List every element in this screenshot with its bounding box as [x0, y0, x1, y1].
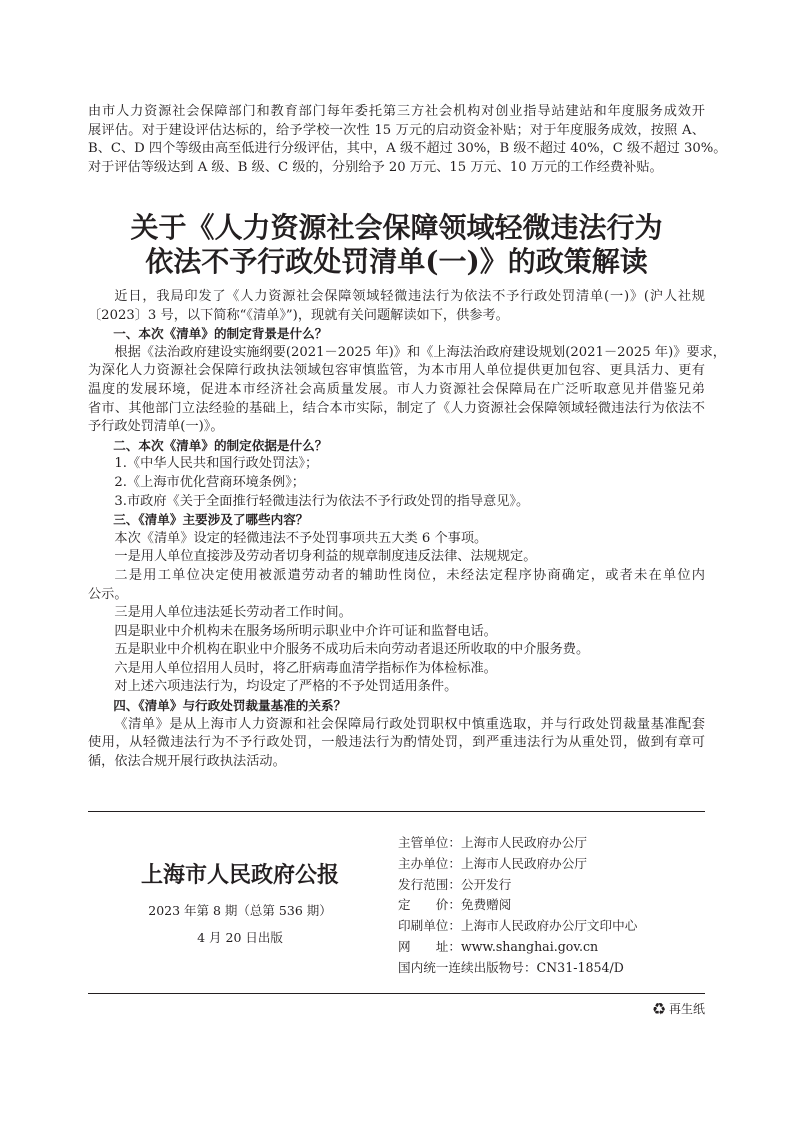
paragraph — [88, 641, 705, 660]
text-line: 〔2023〕3 号，以下简称“《清单》”)，现就有关问题解读如下，供参考。 — [88, 307, 509, 323]
info-price: 定 价：免费赠阅 — [398, 897, 512, 913]
article-body — [88, 288, 726, 771]
text-line: 予行政处罚清单(一)》。 — [88, 419, 224, 435]
publication-issue: 2023 年第 8 期（总第 536 期） — [148, 903, 332, 918]
text-line: 三、《清单》主要涉及了哪些内容？ — [113, 512, 309, 528]
footer-bottom-divider — [88, 993, 705, 994]
text-line: 1.《中华人民共和国行政处罚法》； — [114, 456, 319, 472]
paragraph — [88, 103, 727, 177]
text-line: 五是职业中介机构在职业中介服务不成功后未向劳动者退还所收取的中介服务费。 — [114, 642, 590, 658]
text-line: 省市、其他部门立法经验的基础上，结合本市实际，制定了《人力资源社会保障领域轻微违法行为依法不 — [88, 400, 705, 416]
info-serial-number: 国内统一连续出版物号：CN31-1854/D — [398, 959, 624, 975]
paragraph — [88, 493, 705, 512]
info-supervisor: 主管单位：上海市人民政府办公厅 — [398, 835, 587, 850]
intro-paragraph — [88, 103, 727, 177]
info-distribution: 发行范围：公开发行 — [398, 876, 512, 892]
paragraph — [88, 344, 726, 437]
text-line: 2.《上海市优化营商环境条例》； — [114, 474, 305, 490]
text-line: 使用，从轻微违法行为不予行政处罚，一般违法行为酌情处罚，到严重违法行为从重处罚，做到有章可 — [88, 735, 705, 751]
paragraph — [88, 660, 705, 679]
text-line: 3.市政府《关于全面推行轻微违法行为依法不予行政处罚的指导意见》。 — [114, 493, 530, 509]
text-line: B、C、D 四个等级由高至低进行分级评估，其中，A 级不超过 30%，B 级不超过 40%，C 级不超过 30%。 — [88, 141, 727, 157]
section-heading — [88, 511, 705, 530]
paragraph — [88, 678, 705, 697]
text-line: 对上述六项违法行为，均设定了严格的不予处罚适用条件。 — [114, 679, 458, 695]
text-line: 对于评估等级达到 A 级、B 级、C 级的，分别给予 20 万元、15 万元、10 万元的工作经费补贴。 — [88, 159, 663, 175]
text-line: 为深化人力资源社会保障行政执法领域包容审慎监管，为本市用人单位提供更加包容、更具活力、更有 — [88, 363, 705, 379]
text-line: 《清单》是从上海市人力资源和社会保障局行政处罚职权中慎重选取，并与行政处罚裁量基准配套 — [114, 716, 705, 732]
paragraph — [88, 455, 705, 474]
info-website[interactable]: 网 址：www.shanghai.gov.cn — [398, 938, 599, 954]
text-line: 二、本次《清单》的制定依据是什么？ — [113, 437, 328, 453]
text-line: 公示。 — [88, 586, 128, 602]
section-heading — [88, 697, 705, 716]
text-line: 四是职业中介机构未在服务场所明示职业中介许可证和监督电话。 — [114, 623, 497, 639]
article-title — [88, 211, 705, 279]
paragraph — [88, 567, 705, 604]
text-line: 四、《清单》与行政处罚裁量基准的关系？ — [113, 698, 347, 714]
paragraph — [88, 623, 705, 642]
text-line: 三是用人单位违法延长劳动者工作时间。 — [114, 605, 352, 621]
section-heading — [88, 325, 705, 344]
paragraph — [88, 288, 705, 325]
text-line: 温度的发展环境，促进本市经济社会高质量发展。市人力资源社会保障局在广泛听取意见并借鉴兄弟 — [88, 381, 705, 397]
text-line: 本次《清单》设定的轻微违法不予处罚事项共五大类 6 个事项。 — [114, 530, 488, 546]
paragraph — [88, 474, 705, 493]
publication-name: 上海市人民政府公报 — [140, 862, 339, 888]
paragraph — [88, 548, 705, 567]
recycle-icon: ♻ — [653, 1002, 666, 1016]
paragraph — [88, 604, 705, 623]
text-line: 循，依法合规开展行政执法活动。 — [88, 753, 286, 769]
publication-date: 4 月 20 日出版 — [197, 930, 283, 945]
paragraph — [88, 716, 705, 772]
recycle-label: 再生纸 — [668, 1002, 705, 1016]
text-line: 展评估。对于建设评估达标的，给予学校一次性 15 万元的启动资金补贴；对于年度服务成效，按照 A、 — [88, 122, 705, 138]
text-line: 一是用人单位直接涉及劳动者切身利益的规章制度违反法律、法规规定。 — [114, 549, 537, 565]
text-line: 近日，我局印发了《人力资源社会保障领域轻微违法行为依法不予行政处罚清单(一)》(沪人社规 — [114, 289, 705, 304]
text-line: 一、本次《清单》的制定背景是什么？ — [113, 326, 328, 342]
text-line: 由市人力资源社会保障部门和教育部门每年委托第三方社会机构对创业指导站建站和年度服务成效开 — [88, 104, 705, 119]
recycled-paper-mark — [653, 1000, 705, 1017]
article-title-line-2: 依法不予行政处罚清单(一)》的政策解读 — [145, 245, 648, 278]
text-line: 六是用人单位招用人员时，将乙肝病毒血清学指标作为体检标准。 — [114, 660, 497, 676]
text-line: 二是用工单位决定使用被派遣劳动者的辅助性岗位，未经法定程序协商确定，或者未在单位内 — [114, 567, 705, 583]
info-sponsor: 主办单位：上海市人民政府办公厅 — [398, 855, 587, 871]
article-title-line-1: 关于《人力资源社会保障领域轻微违法行为 — [130, 211, 663, 244]
info-printer: 印刷单位：上海市人民政府办公厅文印中心 — [398, 918, 638, 934]
footer-top-divider — [88, 811, 705, 812]
section-heading — [88, 437, 705, 456]
paragraph — [88, 530, 705, 549]
text-line: 根据《法治政府建设实施纲要(2021－2025 年)》和《上海法治政府建设规划(2021－2025 年)》要求， — [114, 344, 726, 360]
publication-info — [398, 833, 637, 979]
